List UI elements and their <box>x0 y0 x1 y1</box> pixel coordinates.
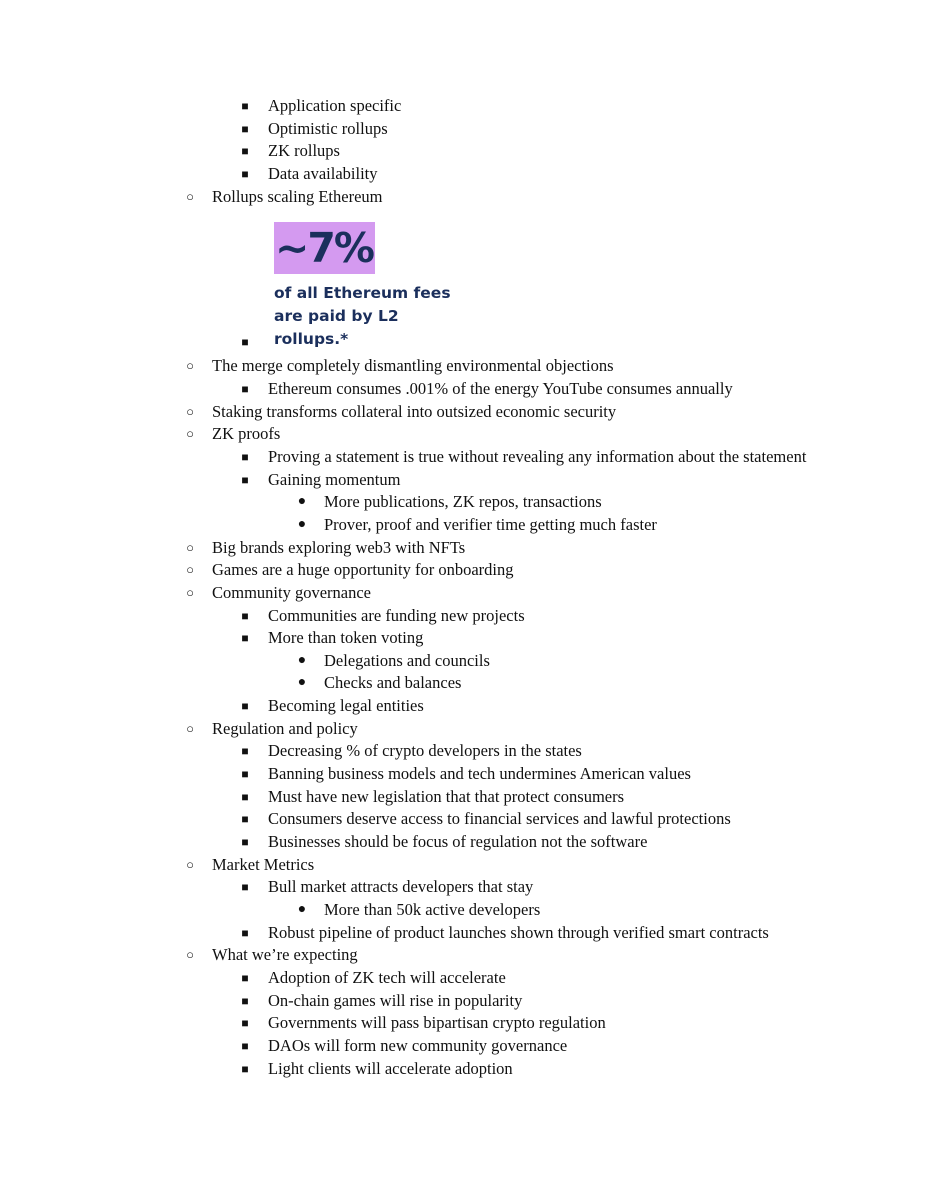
list-item-level-2 <box>0 1035 930 1058</box>
list-item-text: On-chain games will rise in popularity <box>268 990 523 1010</box>
list-item-level-3 <box>0 899 930 922</box>
list-item-text: Governments will pass bipartisan crypto regulation <box>268 1013 606 1033</box>
stat-description-line: rollups.* <box>274 330 349 349</box>
list-item-level-2 <box>0 378 930 401</box>
list-item-level-2 <box>0 118 930 141</box>
list-item-level-2 <box>0 446 930 469</box>
list-item-text: More than 50k active developers <box>324 900 541 920</box>
square-bullet-icon: ■ <box>241 971 249 985</box>
list-item-level-2 <box>0 695 930 718</box>
list-item-level-2 <box>0 786 930 809</box>
list-item-text: Regulation and policy <box>212 718 358 738</box>
list-item-text: The merge completely dismantling environmental objections <box>212 356 614 376</box>
list-item-text: Gaining momentum <box>268 469 401 489</box>
list-item-text: Data availability <box>268 163 378 183</box>
list-item-level-1 <box>0 944 930 967</box>
stat-description <box>274 282 494 351</box>
list-item-text: Checks and balances <box>324 673 462 693</box>
list-item-text: Prover, proof and verifier time getting much faster <box>324 514 657 534</box>
list-item-text: What we’re expecting <box>212 945 358 965</box>
list-item-text: Proving a statement is true without revealing any information about the statement <box>268 446 807 466</box>
list-item-level-2 <box>0 831 930 854</box>
list-item-level-2 <box>0 163 930 186</box>
hollow-circle-bullet-icon: ○ <box>186 403 194 419</box>
list-item-level-1 <box>0 854 930 877</box>
list-item-level-2 <box>0 967 930 990</box>
hollow-circle-bullet-icon: ○ <box>186 426 194 442</box>
filled-circle-bullet-icon: ● <box>297 675 307 691</box>
list-item-level-1 <box>0 423 930 446</box>
list-item-level-2 <box>0 808 930 831</box>
list-item-text: Application specific <box>268 96 402 115</box>
stat-percentage: ~7% <box>275 224 373 273</box>
list-item-text: Adoption of ZK tech will accelerate <box>268 968 506 987</box>
square-bullet-icon: ■ <box>241 608 249 623</box>
hollow-circle-bullet-icon: ○ <box>186 947 194 963</box>
square-bullet-icon: ■ <box>241 381 249 396</box>
list-item-level-1 <box>0 401 930 424</box>
list-item-text: Market Metrics <box>212 854 315 874</box>
list-item-level-2 <box>0 140 930 163</box>
list-item-level-2 <box>0 740 930 763</box>
list-item-level-1 <box>0 537 930 560</box>
list-item-text: Delegations and councils <box>324 650 490 670</box>
list-item-text: Rollups scaling Ethereum <box>212 186 383 206</box>
list-item-level-1 <box>0 718 930 741</box>
l2-fees-stat-image <box>274 222 494 351</box>
list-item-text: Community governance <box>212 582 372 602</box>
hollow-circle-bullet-icon: ○ <box>186 856 194 872</box>
list-item-text: Ethereum consumes .001% of the energy YouTube consumes annually <box>268 378 733 398</box>
square-bullet-icon: ■ <box>241 1061 249 1076</box>
list-item-text: Staking transforms collateral into outsized economic security <box>212 401 617 421</box>
square-bullet-icon: ■ <box>241 835 249 850</box>
document-outline <box>0 95 930 1080</box>
square-bullet-icon: ■ <box>241 880 249 895</box>
list-item-text: Consumers deserve access to financial services and lawful protections <box>268 809 731 829</box>
list-item-text: Becoming legal entities <box>268 696 424 716</box>
filled-circle-bullet-icon: ● <box>297 516 307 532</box>
list-item-text: Bull market attracts developers that stay <box>268 877 534 897</box>
square-bullet-icon: ■ <box>241 166 249 181</box>
list-item-text: Communities are funding new projects <box>268 605 525 625</box>
hollow-circle-bullet-icon: ○ <box>186 539 194 555</box>
list-item-text: Optimistic rollups <box>268 118 388 138</box>
stat-description-line: are paid by L2 <box>274 307 399 326</box>
list-item-level-2 <box>0 1012 930 1035</box>
list-item-text: Must have new legislation that that protect consumers <box>268 786 625 806</box>
list-item-text: More than token voting <box>268 628 424 648</box>
square-bullet-icon: ■ <box>241 121 249 136</box>
list-item-image <box>0 208 930 355</box>
filled-circle-bullet-icon: ● <box>297 902 307 918</box>
list-item-level-1 <box>0 355 930 378</box>
hollow-circle-bullet-icon: ○ <box>186 358 194 374</box>
filled-circle-bullet-icon: ● <box>297 652 307 668</box>
list-item-level-1 <box>0 582 930 605</box>
stat-description-line: of all Ethereum fees <box>274 284 451 303</box>
hollow-circle-bullet-icon: ○ <box>186 188 194 204</box>
list-item-level-3 <box>0 650 930 673</box>
list-item-text: Banning business models and tech undermines American values <box>268 764 691 784</box>
square-bullet-icon: ■ <box>241 449 249 464</box>
list-item-text: DAOs will form new community governance <box>268 1035 568 1055</box>
list-item-text: ZK rollups <box>268 141 340 161</box>
list-item-text: More publications, ZK repos, transactions <box>324 492 602 512</box>
list-item-level-2 <box>0 95 930 118</box>
list-item-text: Big brands exploring web3 with NFTs <box>212 537 466 557</box>
list-item-level-3 <box>0 672 930 695</box>
list-item-level-2 <box>0 627 930 650</box>
list-item-level-3 <box>0 491 930 514</box>
square-bullet-icon: ■ <box>241 767 249 782</box>
square-bullet-icon: ■ <box>241 631 249 646</box>
square-bullet-icon: ■ <box>241 1016 249 1031</box>
list-item-text: Games are a huge opportunity for onboarding <box>212 560 514 580</box>
square-bullet-icon: ■ <box>241 1038 249 1053</box>
list-item-level-2 <box>0 763 930 786</box>
list-item-level-3 <box>0 514 930 537</box>
square-bullet-icon: ■ <box>241 925 249 940</box>
square-bullet-icon: ■ <box>241 699 249 714</box>
list-item-text: Decreasing % of crypto developers in the states <box>268 741 582 761</box>
list-item-level-2 <box>0 876 930 899</box>
list-item-level-2 <box>0 469 930 492</box>
filled-circle-bullet-icon: ● <box>297 494 307 510</box>
square-bullet-icon: ■ <box>241 789 249 804</box>
square-bullet-icon: ■ <box>241 993 249 1008</box>
square-bullet-icon: ■ <box>241 335 249 350</box>
square-bullet-icon: ■ <box>241 144 249 159</box>
list-item-level-2 <box>0 922 930 945</box>
list-item-text: Robust pipeline of product launches shown through verified smart contracts <box>268 922 769 942</box>
square-bullet-icon: ■ <box>241 812 249 827</box>
square-bullet-icon: ■ <box>241 99 249 113</box>
list-item-level-2 <box>0 990 930 1013</box>
hollow-circle-bullet-icon: ○ <box>186 562 194 578</box>
list-item-level-2 <box>0 605 930 628</box>
list-item-level-1 <box>0 559 930 582</box>
hollow-circle-bullet-icon: ○ <box>186 720 194 736</box>
list-item-text: Light clients will accelerate adoption <box>268 1058 513 1078</box>
list-item-level-1 <box>0 186 930 209</box>
square-bullet-icon: ■ <box>241 744 249 759</box>
square-bullet-icon: ■ <box>241 472 249 487</box>
list-item-text: ZK proofs <box>212 424 281 444</box>
list-item-text: Businesses should be focus of regulation not the software <box>268 832 648 852</box>
hollow-circle-bullet-icon: ○ <box>186 584 194 600</box>
list-item-level-2 <box>0 1058 930 1081</box>
